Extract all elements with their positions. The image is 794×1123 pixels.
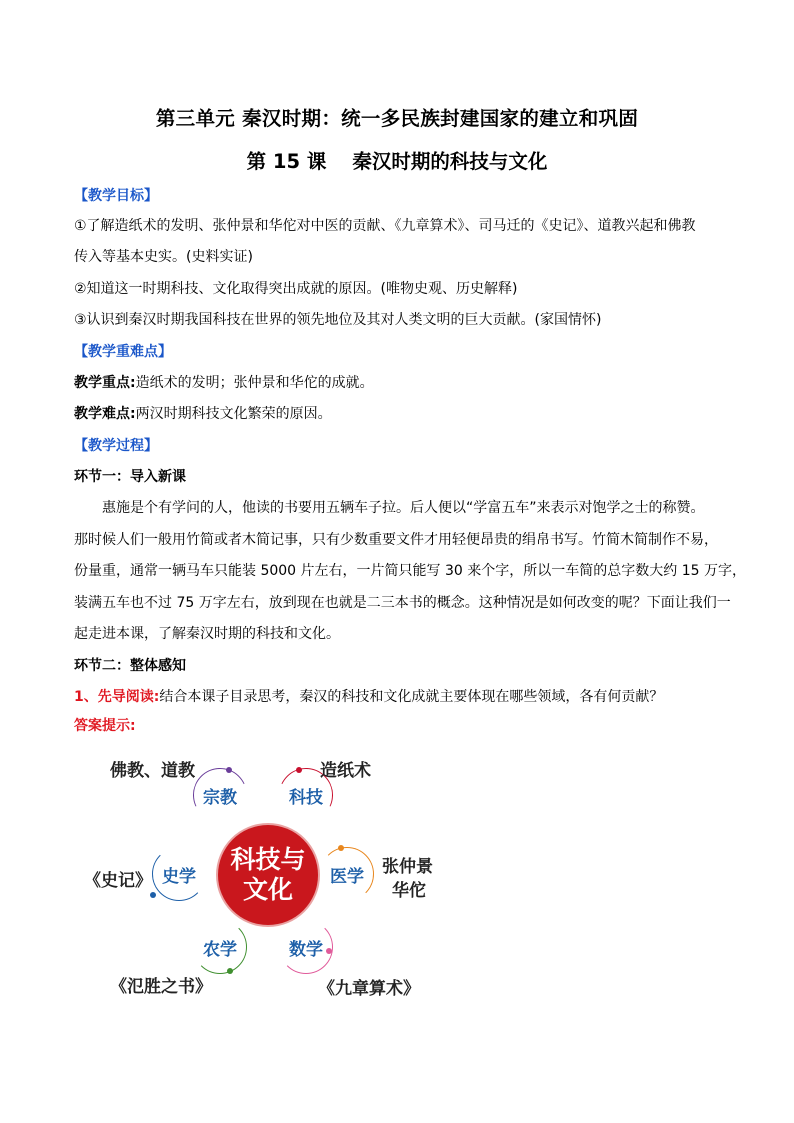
history-dot (150, 892, 156, 898)
label-math: 《九章算术》 (318, 979, 420, 999)
difficult-point-label: 教学难点: (74, 406, 136, 422)
node-history: 史学 (153, 848, 205, 900)
math-dot (326, 948, 332, 954)
section-key-heading: 【教学重难点】 (74, 344, 172, 360)
religion-dot (226, 767, 232, 773)
question-label: 1、先导阅读: (74, 689, 160, 705)
node-medicine: 医学 (321, 848, 373, 900)
tech-dot (296, 767, 302, 773)
goal-1-line-1: ①了解造纸术的发明、张仲景和华佗对中医的贡献、《九章算术》、司马迁的《史记》、道教兴起和佛教 (74, 218, 696, 234)
goal-3: ③认识到秦汉时期我国科技在世界的领先地位及其对人类文明的巨大贡献。(家国情怀) (74, 312, 602, 328)
intro-paragraph-line-3: 份量重，通常一辆马车只能装 5000 片左右，一片简只能写 30 来个字，所以一车简的总字数大约 15 万字， (74, 563, 746, 579)
label-history: 《史记》 (84, 871, 152, 891)
label-religion: 佛教、道教 (110, 761, 195, 781)
lesson-name: 秦汉时期的科技与文化 (352, 150, 548, 173)
answer-hint-label: 答案提示: (74, 718, 136, 734)
diagram-center (218, 825, 318, 925)
agri-dot (227, 968, 233, 974)
unit-title: 第三单元 秦汉时期：统一多民族封建国家的建立和巩固 (155, 107, 639, 130)
key-point-label: 教学重点: (74, 375, 136, 391)
intro-paragraph-line-4: 装满五车也不过 75 万字左右，放到现在也就是二三本书的概念。这种情况是如何改变的呢？下面让我们一 (74, 595, 731, 611)
lesson-number: 第 15 课 (246, 150, 327, 173)
intro-paragraph-line-1: 惠施是个有学问的人，他读的书要用五辆车子拉。后人便以“学富五车”来表示对饱学之士的称赞。 (102, 500, 705, 516)
difficult-point (74, 404, 734, 424)
label-medicine-2: 华佗 (392, 881, 426, 901)
label-tech: 造纸术 (320, 761, 371, 781)
medicine-dot (338, 845, 344, 851)
intro-paragraph-line-5: 起走进本课，了解秦汉时期的科技和文化。 (74, 626, 340, 642)
node-agri: 农学 (194, 921, 246, 973)
key-point-text: 造纸术的发明；张仲景和华佗的成就。 (135, 375, 374, 391)
label-agri: 《氾胜之书》 (110, 977, 212, 997)
center-line-2: 文化 (242, 875, 293, 904)
step-1-heading: 环节一：导入新课 (74, 469, 186, 485)
section-process-heading: 【教学过程】 (74, 438, 158, 454)
center-line-1: 科技与 (230, 845, 306, 874)
question-text: 结合本课子目录思考，秦汉的科技和文化成就主要体现在哪些领域，各有何贡献？ (159, 689, 664, 705)
node-math: 数学 (280, 921, 332, 973)
tech-culture-diagram (70, 740, 490, 1010)
node-tech: 科技 (280, 769, 332, 821)
section-goal-heading: 【教学目标】 (74, 188, 158, 204)
difficult-point-text: 两汉时期科技文化繁荣的原因。 (135, 406, 332, 422)
goal-1-line-2: 传入等基本史实。(史料实证) (74, 249, 253, 265)
intro-paragraph-line-2: 那时候人们一般用竹简或者木简记事，只有少数重要文件才用轻便昂贵的绢帛书写。竹简木简制作不易， (74, 532, 718, 548)
lesson-title (0, 146, 794, 174)
step-2-heading: 环节二：整体感知 (74, 658, 186, 674)
key-point (74, 373, 734, 393)
question (74, 687, 734, 707)
goal-2: ②知道这一时期科技、文化取得突出成就的原因。(唯物史观、历史解释) (74, 281, 518, 297)
label-medicine-1: 张仲景 (382, 857, 433, 877)
node-religion: 宗教 (194, 769, 246, 821)
